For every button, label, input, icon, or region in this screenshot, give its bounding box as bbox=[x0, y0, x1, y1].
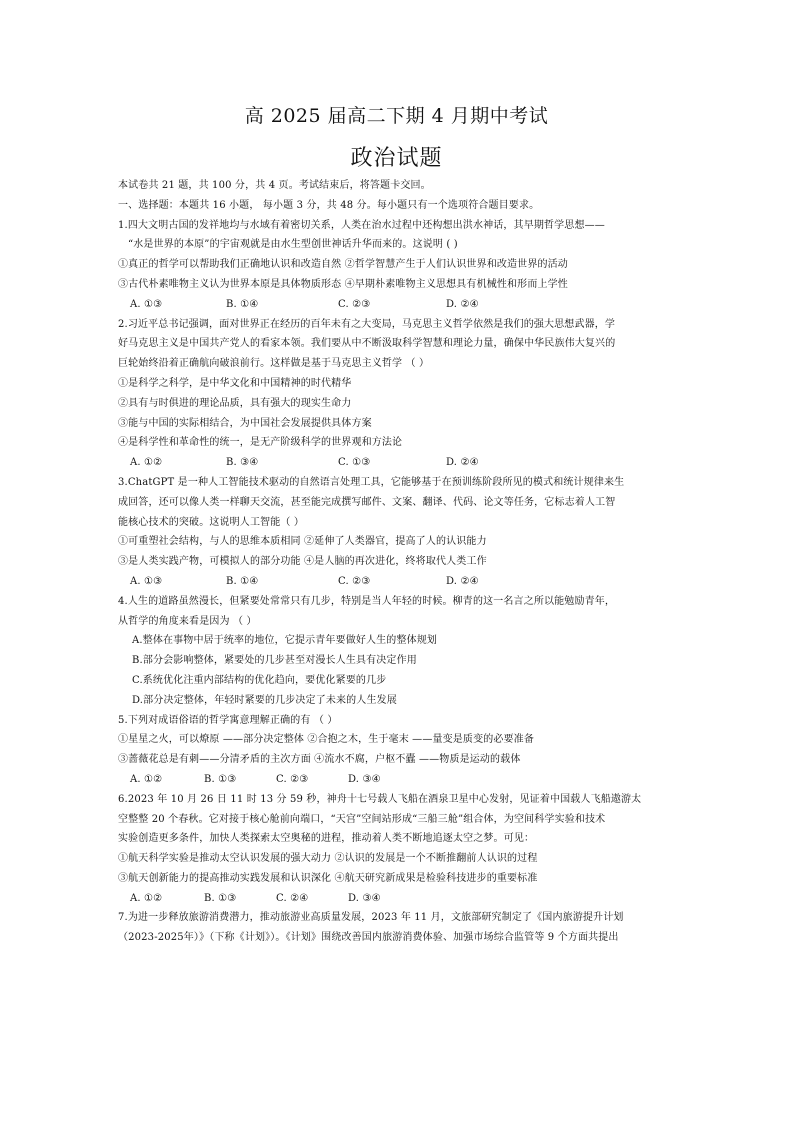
option-d: D. ②④ bbox=[446, 457, 479, 469]
question-stem: 7.为进一步释放旅游消费潜力，推动旅游业高质量发展，2023 年 11 月，文旅部研究制定了《国内旅游提升计划 bbox=[118, 912, 624, 924]
option-b: B. ①④ bbox=[226, 298, 259, 310]
section-heading: 一、选择题：本题共 16 小题， 每小题 3 分，共 48 分。每小题只有一个选项符合题目要求。 bbox=[118, 199, 540, 211]
statement-line: ②具有与时俱进的理论品质，具有强大的现实生命力 bbox=[118, 397, 352, 409]
question-6 bbox=[118, 790, 688, 909]
exam-instructions: 本试卷共 21 题，共 100 分，共 4 页。考试结束后，将答题卡交回。 bbox=[118, 180, 431, 191]
question-3 bbox=[118, 473, 688, 592]
question-1 bbox=[118, 216, 688, 315]
exam-body bbox=[118, 176, 688, 948]
statement-line: ③古代朴素唯物主义认为世界本原是具体物质形态 ④早期朴素唯物主义思想具有机械性和形而上学性 bbox=[118, 278, 568, 290]
option-c: C. ②③ bbox=[338, 298, 371, 310]
question-stem: 实验创造更多条件，加快人类探索太空奥秘的进程，推动着人类不断地追逐太空之梦。可见： bbox=[118, 833, 535, 845]
option-b: B. ①④ bbox=[226, 575, 259, 587]
question-stem: 6.2023 年 10 月 26 日 11 时 13 分 59 秒，神舟十七号载人飞船在酒泉卫星中心发射，见证着中国载人飞船遨游太 bbox=[118, 793, 642, 805]
question-stem: 巨轮始终沿着正确航向破浪前行。这样做是基于马克思主义哲学 （ ） bbox=[118, 358, 430, 370]
statement-line: ④是科学性和革命性的统一，是无产阶级科学的世界观和方法论 bbox=[118, 437, 403, 449]
answer-options bbox=[118, 889, 688, 909]
question-stem: 5.下列对成语俗语的哲学寓意理解正确的有 （ ） bbox=[118, 714, 338, 726]
option-a: A. ①② bbox=[130, 457, 163, 469]
option-d: D.部分决定整体，年轻时紧要的几步决定了未来的人生发展 bbox=[132, 694, 397, 706]
statement-line: ①真正的哲学可以帮助我们正确地认识和改造自然 ②哲学智慧产生于人们认识世界和改造世界的活动 bbox=[118, 259, 568, 271]
subject-title: 政治试题 bbox=[350, 146, 443, 171]
question-stem: 1.四大文明古国的发祥地均与水域有着密切关系，人类在治水过程中还构想出洪水神话，其早期哲学思想—— bbox=[118, 219, 605, 231]
question-stem: 2.习近平总书记强调，面对世界正在经历的百年未有之大变局，马克思主义哲学依然是我们的强大思想武器，学 bbox=[118, 318, 616, 330]
statement-line: ③航天创新能力的提高推动实践发展和认识深化 ④航天研究新成果是检验科技进步的重要标准 bbox=[118, 872, 538, 884]
option-a: A. ①③ bbox=[130, 575, 163, 587]
option-a: A.整体在事物中居于统率的地位，它提示青年要做好人生的整体规划 bbox=[132, 635, 438, 647]
question-4 bbox=[118, 592, 688, 711]
answer-options bbox=[118, 295, 688, 315]
question-stem: 从哲学的角度来看是因为 （ ） bbox=[118, 615, 257, 627]
option-b: B. ①③ bbox=[204, 892, 237, 904]
option-b: B.部分会影响整体，紧要处的几步甚至对漫长人生具有决定作用 bbox=[132, 655, 417, 667]
statement-line: ①可重塑社会结构，与人的思维本质相同 ②延伸了人类器官，提高了人的认识能力 bbox=[118, 536, 487, 548]
question-stem: （2023-2025年）》（下称《计划》）。《计划》围绕改善国内旅游消费体验、加强市场综合监管等 9 个方面共提出 bbox=[118, 932, 619, 944]
option-b: B. ③④ bbox=[226, 457, 259, 469]
question-stem: “水是世界的本原”的宇宙观就是由水生型创世神话升华而来的。这说明 ( ) bbox=[128, 239, 458, 251]
answer-options bbox=[118, 770, 688, 790]
question-stem: 3.ChatGPT 是一种人工智能技术驱动的自然语言处理工具，它能够基于在预训练阶段所见的模式和统计规律来生 bbox=[118, 476, 625, 488]
option-c: C. ②③ bbox=[338, 575, 371, 587]
option-d: D. ③④ bbox=[348, 892, 381, 904]
question-stem: 4.人生的道路虽然漫长，但紧要处常常只有几步，特别是当人年轻的时候。柳青的这一名言之所以能勉励青年， bbox=[118, 595, 616, 607]
option-a: A. ①② bbox=[130, 892, 163, 904]
statement-line: ①是科学之科学，是中华文化和中国精神的时代精华 bbox=[118, 377, 352, 389]
option-b: B. ①③ bbox=[204, 773, 237, 785]
question-stem: 能核心技术的突破。这说明人工智能（ ） bbox=[118, 516, 305, 528]
exam-title: 高 2025 届高二下期 4 月期中考试 bbox=[244, 105, 549, 127]
option-d: D. ②④ bbox=[446, 575, 479, 587]
question-stem: 好马克思主义是中国共产党人的看家本领。我们要从中不断汲取科学智慧和理论力量，确保中华民族伟大复兴的 bbox=[118, 338, 616, 350]
question-2 bbox=[118, 315, 688, 473]
statement-line: ③能与中国的实际相结合，为中国社会发展提供具体方案 bbox=[118, 417, 372, 429]
statement-line: ③蔷薇花总是有刺——分清矛盾的主次方面 ④流水不腐，户枢不蠹 ——物质是运动的载体 bbox=[118, 754, 521, 766]
option-c: C. ②③ bbox=[276, 773, 309, 785]
answer-options bbox=[118, 572, 688, 592]
option-d: D. ③④ bbox=[348, 773, 381, 785]
option-a: A. ①③ bbox=[130, 298, 163, 310]
option-c: C. ②④ bbox=[276, 892, 309, 904]
question-7 bbox=[118, 908, 688, 948]
question-stem: 成回答，还可以像人类一样聊天交流，甚至能完成撰写邮件、文案、翻译、代码、论文等任务，它标志着人工智 bbox=[118, 496, 616, 508]
option-a: A. ①② bbox=[130, 773, 163, 785]
answer-options bbox=[118, 453, 688, 473]
statement-line: ①星星之火，可以燎原 ——部分决定整体 ②合抱之木，生于毫末 ——量变是质变的必要准备 bbox=[118, 734, 534, 746]
option-c: C. ①③ bbox=[338, 457, 371, 469]
option-d: D. ②④ bbox=[446, 298, 479, 310]
question-5 bbox=[118, 711, 688, 790]
option-c: C.系统优化注重内部结构的优化趋向，要优化紧要的几步 bbox=[132, 674, 387, 686]
question-stem: 空整整 20 个春秋。它对接于核心舱前向端口，“天宫”空间站形成“三船三舱”组合体，为空间科学实验和技术 bbox=[118, 813, 606, 825]
statement-line: ③是人类实践产物，可模拟人的部分功能 ④是人脑的再次进化，终将取代人类工作 bbox=[118, 556, 487, 568]
statement-line: ①航天科学实验是推动太空认识发展的强大动力 ②认识的发展是一个不断推翻前人认识的过程 bbox=[118, 853, 538, 865]
